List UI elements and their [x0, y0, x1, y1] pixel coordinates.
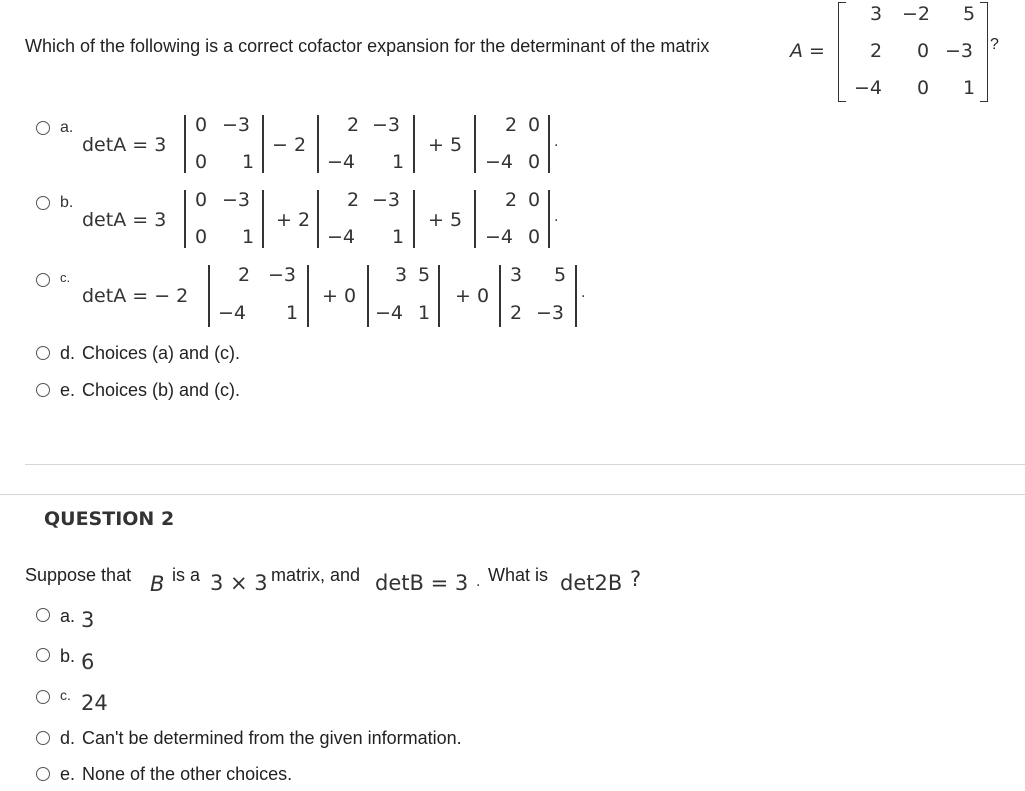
det-cell: −3	[536, 302, 565, 324]
det-cell: −3	[222, 114, 251, 136]
term-end: .	[581, 285, 586, 301]
det-bar	[474, 190, 476, 248]
det-cell: −4	[485, 226, 514, 248]
det-cell: −3	[372, 189, 401, 211]
radio-option-b[interactable]	[36, 196, 50, 210]
det-bar	[208, 265, 210, 327]
det-bar	[548, 115, 550, 173]
radio-q2-option-a[interactable]	[36, 608, 50, 622]
det-cell: 1	[418, 302, 431, 324]
option-lhs: detA = 3	[82, 134, 167, 156]
det-cell: 0	[528, 151, 541, 173]
radio-q2-option-d[interactable]	[36, 731, 50, 745]
option-text: 6	[81, 650, 95, 674]
det-cell: −3	[222, 189, 251, 211]
det-cell: −4	[327, 226, 356, 248]
prompt-text: What is	[488, 565, 549, 585]
option-label: d.	[60, 343, 76, 363]
matrix-cell: −2	[902, 3, 931, 25]
det-bar	[548, 190, 550, 248]
det-bar	[307, 265, 309, 327]
radio-q2-option-b[interactable]	[36, 648, 50, 662]
det-cell: −4	[327, 151, 356, 173]
det-bar	[413, 190, 415, 248]
matrix-lhs: A =	[790, 40, 825, 62]
det-cell: −4	[218, 302, 247, 324]
term-coef: − 2	[272, 134, 307, 156]
option-text: Can't be determined from the given information.	[82, 728, 462, 748]
term-coef: + 2	[276, 209, 311, 231]
det-cell: −4	[485, 151, 514, 173]
prompt-math: B	[150, 572, 165, 596]
question-2-title: QUESTION 2	[44, 508, 175, 530]
prompt-math: ?	[630, 567, 642, 591]
divider	[0, 494, 1025, 495]
prompt-math: det2B	[560, 571, 623, 595]
det-cell: 0	[528, 226, 541, 248]
det-bar	[317, 115, 319, 173]
prompt-text: Suppose that	[25, 565, 132, 585]
det-cell: 2	[347, 189, 360, 211]
det-cell: 2	[510, 302, 523, 324]
det-bar	[262, 190, 264, 248]
det-cell: 2	[238, 264, 251, 286]
det-bar	[413, 115, 415, 173]
radio-option-d[interactable]	[36, 346, 50, 360]
det-cell: 1	[392, 226, 405, 248]
det-cell: −4	[375, 302, 404, 324]
question-mark: ?	[990, 36, 999, 53]
matrix-bracket-left	[838, 2, 846, 102]
option-text: Choices (b) and (c).	[82, 380, 241, 400]
det-cell: 0	[528, 114, 541, 136]
radio-option-e[interactable]	[36, 383, 50, 397]
det-cell: 0	[195, 226, 208, 248]
option-label: e.	[60, 764, 76, 784]
radio-q2-option-e[interactable]	[36, 767, 50, 781]
option-lhs: detA = 3	[82, 209, 167, 231]
option-label: b.	[60, 646, 76, 666]
det-cell: 0	[195, 151, 208, 173]
matrix-cell: 1	[963, 77, 976, 99]
option-text: 3	[81, 608, 95, 632]
prompt-text: matrix, and	[271, 565, 361, 585]
matrix-bracket-right	[980, 2, 988, 102]
det-bar	[184, 115, 186, 173]
option-text: None of the other choices.	[82, 764, 293, 784]
det-cell: 3	[510, 264, 523, 286]
radio-q2-option-c[interactable]	[36, 690, 50, 704]
det-bar	[317, 190, 319, 248]
matrix-cell: 2	[870, 40, 883, 62]
det-cell: 1	[392, 151, 405, 173]
term-end: .	[554, 134, 559, 150]
divider	[25, 464, 1025, 465]
det-bar	[575, 265, 577, 327]
det-cell: 0	[195, 189, 208, 211]
det-cell: 0	[528, 189, 541, 211]
term-coef: + 5	[428, 209, 463, 231]
det-bar	[367, 265, 369, 327]
det-bar	[474, 115, 476, 173]
matrix-cell: 0	[917, 77, 930, 99]
option-text: Choices (a) and (c).	[82, 343, 241, 363]
det-bar	[184, 190, 186, 248]
det-cell: 1	[242, 226, 255, 248]
det-cell: 1	[286, 302, 299, 324]
det-cell: 5	[554, 264, 567, 286]
det-cell: 2	[505, 189, 518, 211]
det-bar	[262, 115, 264, 173]
term-coef: + 0	[322, 285, 357, 307]
option-label: c.	[60, 270, 71, 285]
det-cell: −3	[372, 114, 401, 136]
matrix-cell: 0	[917, 40, 930, 62]
question-1-prompt: Which of the following is a correct cofactor expansion for the determinant of the matrix	[25, 36, 710, 56]
option-label: d.	[60, 728, 76, 748]
det-cell: 2	[347, 114, 360, 136]
det-bar	[499, 265, 501, 327]
term-coef: + 5	[428, 134, 463, 156]
det-cell: 0	[195, 114, 208, 136]
option-label: c.	[60, 687, 71, 703]
option-label: b.	[60, 194, 74, 211]
option-text: 24	[81, 691, 108, 715]
det-cell: 1	[242, 151, 255, 173]
radio-option-a[interactable]	[36, 121, 50, 135]
prompt-math: detB = 3	[375, 571, 469, 595]
radio-option-c[interactable]	[36, 273, 50, 287]
prompt-text: is a	[172, 565, 201, 585]
option-label: a.	[60, 119, 74, 136]
option-label: e.	[60, 380, 76, 400]
det-cell: 5	[418, 264, 431, 286]
matrix-cell: 5	[963, 3, 976, 25]
det-cell: 3	[395, 264, 408, 286]
option-lhs: detA = − 2	[82, 285, 189, 307]
term-end: .	[554, 209, 559, 225]
matrix-cell: 3	[870, 3, 883, 25]
det-cell: 2	[505, 114, 518, 136]
det-cell: −3	[268, 264, 297, 286]
term-coef: + 0	[455, 285, 490, 307]
matrix-cell: −4	[854, 77, 883, 99]
matrix-cell: −3	[945, 40, 974, 62]
prompt-math: 3 × 3	[210, 571, 268, 595]
prompt-dot: .	[476, 574, 481, 590]
option-label: a.	[60, 606, 76, 626]
det-bar	[438, 265, 440, 327]
